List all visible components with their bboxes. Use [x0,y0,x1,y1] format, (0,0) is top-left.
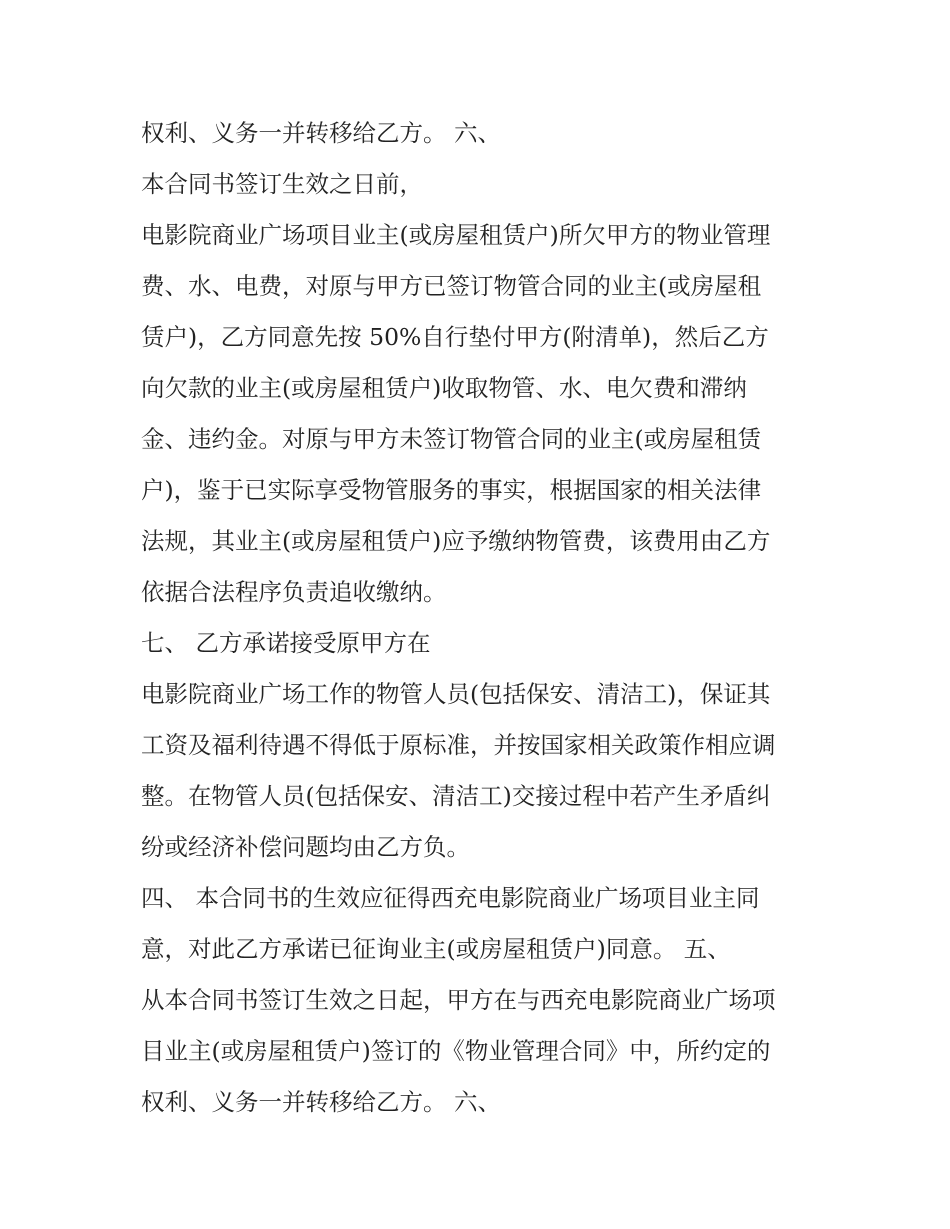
text-line: 电影院商业广场工作的物管人员(包括保安、清洁工)，保证其 [141,680,771,708]
text-line: 费、水、电费，对原与甲方已签订物管合同的业主(或房屋租 [141,272,762,300]
text-line: 七、 乙方承诺接受原甲方在 [141,629,431,657]
text-line: 整。在物管人员(包括保安、清洁工)交接过程中若产生矛盾纠 [141,782,771,810]
text-line: 意，对此乙方承诺已征询业主(或房屋租赁户)同意。 五、 [141,935,731,963]
text-line: 四、 本合同书的生效应征得西充电影院商业广场项目业主同 [141,884,760,912]
text-line: 电影院商业广场项目业主(或房屋租赁户)所欠甲方的物业管理 [141,221,771,249]
text-line: 户)，鉴于已实际享受物管服务的事实，根据国家的相关法律 [141,476,762,504]
text-line: 依据合法程序负责追收缴纳。 [141,578,447,606]
text-line: 工资及福利待遇不得低于原标准，并按国家相关政策作相应调 [141,731,776,759]
text-line: 从本合同书签订生效之日起，甲方在与西充电影院商业广场项 [141,986,776,1014]
text-line: 权利、义务一并转移给乙方。 六、 [141,1088,501,1116]
text-line: 本合同书签订生效之日前， [141,170,423,198]
text-line: 纷或经济补偿问题均由乙方负。 [141,833,470,861]
text-line: 权利、义务一并转移给乙方。 六、 [141,119,501,147]
text-line: 向欠款的业主(或房屋租赁户)收取物管、水、电欠费和滞纳 [141,374,747,402]
text-line: 目业主(或房屋租赁户)签订的《物业管理合同》中，所约定的 [141,1037,771,1065]
contract-text [141,108,821,1128]
text-line: 金、违约金。对原与甲方未签订物管合同的业主(或房屋租赁 [141,425,762,453]
text-line: 赁户)，乙方同意先按 50%自行垫付甲方(附清单)，然后乙方 [141,323,769,351]
text-line: 法规，其业主(或房屋租赁户)应予缴纳物管费，该费用由乙方 [141,527,771,555]
